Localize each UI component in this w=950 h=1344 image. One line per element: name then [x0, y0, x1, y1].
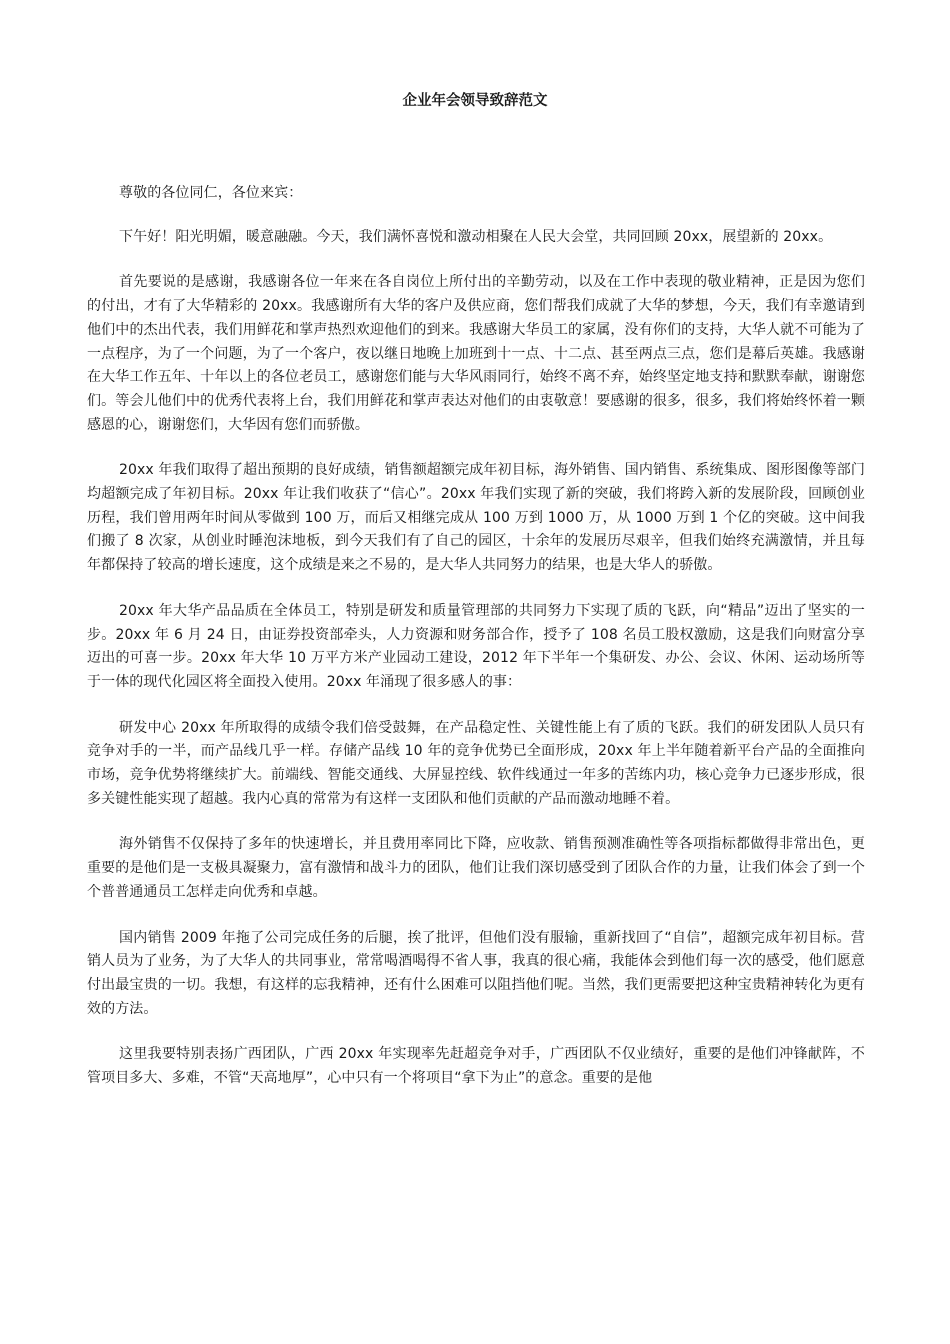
- paragraph-domestic-sales: 国内销售 2009 年拖了公司完成任务的后腿，挨了批评，但他们没有服输，重新找回了“自信”，超额完成年初目标。营销人员为了业务，为了大华人的共同事业，常常喝酒喝得不省人事，我真的很心痛，我能体会到他们每一次的感受，他们愿意付出最宝贵的一切。我想，有这样的忘我精神，还有什么困难可以阻挡他们呢。当然，我们更需要把这种宝贵精神转化为更有效的方法。: [87, 929, 865, 1017]
- document-title: 企业年会领导致辞范文: [402, 93, 548, 109]
- document-body: [87, 182, 865, 1113]
- paragraph-opening: 下午好！阳光明媚，暖意融融。今天，我们满怀喜悦和激动相聚在人民大会堂，共同回顾 20xx，展望新的 20xx。: [119, 228, 833, 245]
- paragraph-thanks: 首先要说的是感谢，我感谢各位一年来在各自岗位上所付出的辛勤劳动，以及在工作中表现的敬业精神，正是因为您们的付出，才有了大华精彩的 20xx。我感谢所有大华的客户及供应商，您们帮我们成就了大华的梦想，今天，我们有幸邀请到他们中的杰出代表，我们用鲜花和掌声热烈欢迎他们的到来。我感谢大华员工的家属，没有你们的支持，大华人就不可能为了一点程序，为了一个问题，为了一个客户，夜以继日地晚上加班到十一点、十二点、甚至两点三点，您们是幕后英雄。我感谢在大华工作五年、十年以上的各位老员工，感谢您们能与大华风雨同行，始终不离不弃，始终坚定地支持和默默奉献，谢谢您们。等会儿他们中的优秀代表将上台，我们用鲜花和掌声表达对他们的由衷敬意！要感谢的很多，很多，我们将始终怀着一颗感恩的心，谢谢您们，大华因有您们而骄傲。: [87, 274, 866, 433]
- paragraph-quality: 20xx 年大华产品品质在全体员工，特别是研发和质量管理部的共同努力下实现了质的飞跃，向“精品”迈出了坚实的一步。20xx 年 6 月 24 日，由证券投资部牵头，人力资源和财务部合作，授予了 108 名员工股权激励，这是我们向财富分享迈出的可喜一步。20xx 年大华 10 万平方米产业园动工建设，2012 年下半年一个集研发、办公、会议、休闲、运动场所等于一体的现代化园区将全面投入使用。20xx 年涌现了很多感人的事：: [87, 602, 865, 690]
- paragraph-overseas-sales: 海外销售不仅保持了多年的快速增长，并且费用率同比下降，应收款、销售预测准确性等各项指标都做得非常出色，更重要的是他们是一支极具凝聚力，富有激情和战斗力的团队，他们让我们深切感受到了团队合作的力量，让我们体会了到一个个普普通通员工怎样走向优秀和卓越。: [87, 836, 865, 900]
- paragraph-rnd: 研发中心 20xx 年所取得的成绩令我们倍受鼓舞，在产品稳定性、关键性能上有了质的飞跃。我们的研发团队人员只有竞争对手的一半，而产品线几乎一样。存储产品线 10 年的竞争优势已全面形成，20xx 年上半年随着新平台产品的全面推向市场，竞争优势将继续扩大。前端线、智能交通线、大屏显控线、软件线通过一年多的苦练内功，核心竞争力已逐步形成，很多关键性能实现了超越。我内心真的常常为有这样一支团队和他们贡献的产品而激动地睡不着。: [87, 719, 865, 807]
- paragraph-achievements: 20xx 年我们取得了超出预期的良好成绩，销售额超额完成年初目标，海外销售、国内销售、系统集成、图形图像等部门均超额完成了年初目标。20xx 年让我们收获了“信心”。20xx 年我们实现了新的突破，我们将跨入新的发展阶段，回顾创业历程，我们曾用两年时间从零做到 100 万，而后又相继完成从 100 万到 1000 万，从 1000 万到 1 个亿的突破。这中间我们搬了 8 次家，从创业时睡泡沫地板，到今天我们有了自己的园区，十余年的发展历尽艰辛，但我们始终充满激情，并且每年都保持了较高的增长速度，这个成绩是来之不易的，是大华人共同努力的结果，也是大华人的骄傲。: [87, 462, 865, 574]
- paragraph-greeting: 尊敬的各位同仁，各位来宾：: [119, 185, 303, 201]
- paragraph-guangxi-team: 这里我要特别表扬广西团队，广西 20xx 年实现率先赶超竞争对手，广西团队不仅业绩好，重要的是他们冲锋献阵，不管项目多大、多难，不管“天高地厚”，心中只有一个将项目“拿下为止”的意念。重要的是他: [87, 1046, 865, 1087]
